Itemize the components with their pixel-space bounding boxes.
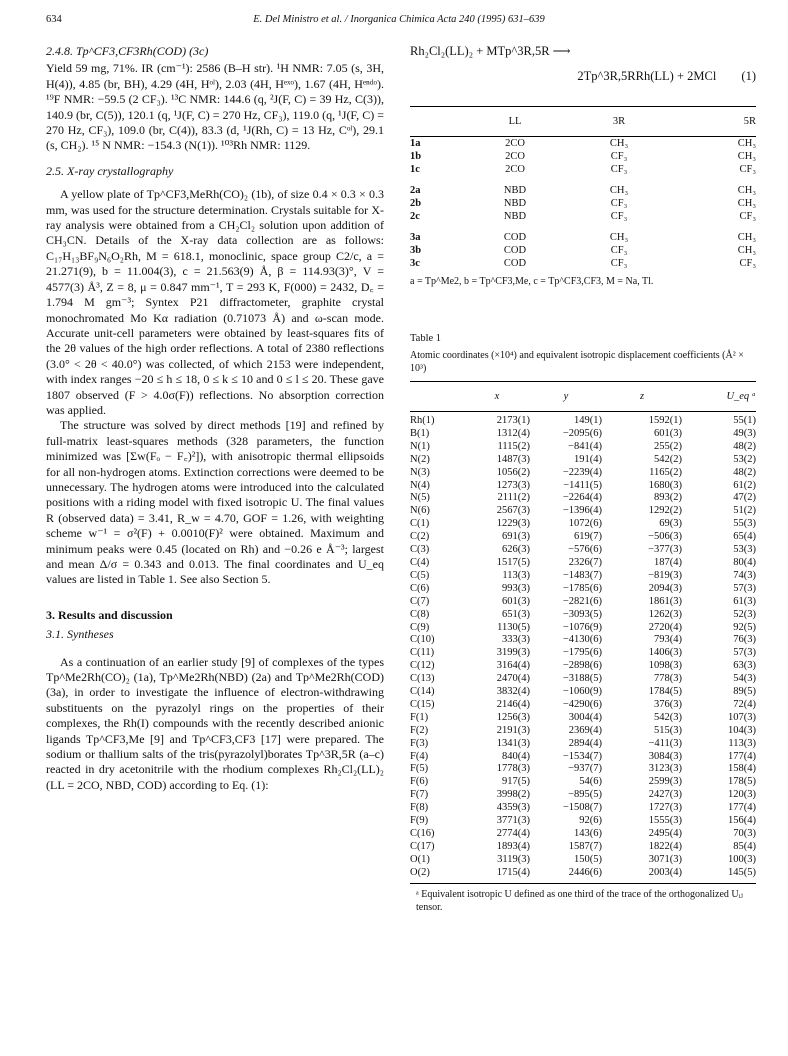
compound-table xyxy=(410,106,756,270)
table-cell: 1861(3) xyxy=(648,595,682,607)
table-cell: 49(3) xyxy=(733,427,756,439)
table-cell: 893(2) xyxy=(654,492,682,504)
table-cell: 515(3) xyxy=(654,724,682,736)
table-cell: 100(3) xyxy=(728,853,756,865)
table-cell: −3093(5) xyxy=(562,608,602,620)
table-cell: 2c xyxy=(410,211,420,222)
table-cell: 2CO xyxy=(505,164,525,175)
table-row xyxy=(410,867,756,883)
table-cell: −1076(9) xyxy=(562,621,602,633)
equation-rhs-line xyxy=(410,69,756,84)
table-cell: −506(3) xyxy=(648,531,682,543)
table-cell: 61(3) xyxy=(733,595,756,607)
table-cell: CH₃ xyxy=(737,232,756,243)
table-cell: 3199(3) xyxy=(496,647,530,659)
table-cell: N(3) xyxy=(410,466,430,478)
table-cell: F(7) xyxy=(410,789,429,801)
table-cell: 2173(1) xyxy=(496,415,530,426)
table-cell: 53(3) xyxy=(733,544,756,556)
table-cell: −1785(6) xyxy=(562,582,602,594)
table-cell: −1534(7) xyxy=(562,750,602,762)
table-cell: CH₃ xyxy=(609,185,629,196)
table-cell: 255(2) xyxy=(654,440,682,452)
table-cell: 2495(4) xyxy=(648,828,682,839)
table-row xyxy=(410,609,756,622)
table-cell: 3832(4) xyxy=(496,686,530,698)
table-cell: 1893(4) xyxy=(496,840,530,852)
table-cell: N(4) xyxy=(410,479,430,491)
table-cell: C(12) xyxy=(410,660,435,672)
table-cell: 3b xyxy=(410,245,422,256)
table-cell: 1587(7) xyxy=(568,840,602,852)
compound-table-body xyxy=(410,137,756,271)
table-cell: 1292(2) xyxy=(648,505,682,517)
table-cell: 3119(3) xyxy=(497,853,530,865)
table-row xyxy=(410,163,756,176)
table-cell: C(11) xyxy=(410,647,435,659)
table-cell: C(7) xyxy=(410,595,430,607)
table-cell: 3084(3) xyxy=(648,750,682,762)
table-row xyxy=(410,738,756,751)
table-row xyxy=(410,570,756,583)
table-cell: 2774(4) xyxy=(496,828,530,839)
table-cell: C(3) xyxy=(410,544,430,556)
table-cell: N(1) xyxy=(410,440,430,452)
table-cell: 1312(4) xyxy=(496,427,530,439)
table-cell: 601(3) xyxy=(654,427,682,439)
table-cell: 542(2) xyxy=(654,453,682,465)
table-row xyxy=(410,531,756,544)
table-cell: 1130(5) xyxy=(497,621,530,633)
table-row xyxy=(410,544,756,557)
table-cell: 2b xyxy=(410,198,422,209)
table-row xyxy=(410,763,756,776)
table-cell: COD xyxy=(503,245,527,256)
table-cell: 2146(4) xyxy=(496,698,530,710)
table-row xyxy=(410,223,756,244)
table-cell: C(13) xyxy=(410,673,435,685)
table-row xyxy=(410,802,756,815)
table-cell: −377(3) xyxy=(648,544,682,556)
table-cell: CF₃ xyxy=(610,245,628,256)
table-cell: 1262(3) xyxy=(648,608,682,620)
table-cell: 3771(3) xyxy=(496,815,530,827)
section-3-1-title: 3.1. Syntheses xyxy=(46,627,114,642)
table-cell: 840(4) xyxy=(502,750,530,762)
table-cell: 72(4) xyxy=(733,698,756,710)
table-cell: 2094(3) xyxy=(648,582,682,594)
table-cell: 2111(2) xyxy=(497,492,530,504)
table-cell: 619(7) xyxy=(574,531,602,543)
section-2-5-title: 2.5. X-ray crystallography xyxy=(46,163,174,178)
table-cell: 1778(3) xyxy=(496,763,530,775)
table-row xyxy=(410,634,756,647)
table-row xyxy=(410,776,756,789)
table-cell: 1592(1) xyxy=(648,415,682,426)
table-cell: O(2) xyxy=(410,866,430,878)
table-cell: −4290(6) xyxy=(562,698,602,710)
table-cell: C(14) xyxy=(410,686,435,698)
table-row xyxy=(410,712,756,725)
table-cell: 2427(3) xyxy=(648,789,682,801)
table-cell: 2470(4) xyxy=(496,673,530,685)
table-cell: CF₃ xyxy=(739,211,756,222)
table-cell: −1396(4) xyxy=(562,505,602,517)
table-cell: 149(1) xyxy=(574,415,602,426)
table-cell: 177(4) xyxy=(728,750,756,762)
table-cell: 3164(4) xyxy=(496,660,530,672)
table-cell: 2326(7) xyxy=(568,556,602,568)
table-cell: 2720(4) xyxy=(648,621,682,633)
table-cell: 793(4) xyxy=(654,634,682,646)
table-cell: 1487(3) xyxy=(496,453,530,465)
table-cell: 113(3) xyxy=(502,569,530,581)
table1-header-x: x xyxy=(494,391,500,402)
equation-1 xyxy=(410,44,756,84)
section-3-title: 3. Results and discussion xyxy=(46,607,173,622)
table1-header-ueq: U_eq ᵃ xyxy=(726,391,756,402)
table-cell: NBD xyxy=(503,211,527,222)
table-cell: CF₃ xyxy=(739,258,756,269)
table-cell: F(8) xyxy=(410,802,429,814)
table1-header-atom xyxy=(410,382,464,412)
table1-header xyxy=(410,382,756,412)
table-cell: 2894(4) xyxy=(568,737,602,749)
table-cell: 376(3) xyxy=(654,698,682,710)
table-cell: 333(3) xyxy=(502,634,530,646)
table-cell: 48(2) xyxy=(733,440,756,452)
table-cell: C(16) xyxy=(410,828,435,839)
table1-caption: Atomic coordinates (×10⁴) and equivalent isotropic displacement coefficients (Å² × 10³) xyxy=(410,350,744,374)
table-cell: C(10) xyxy=(410,634,435,646)
table-cell: C(1) xyxy=(410,518,430,530)
table-row xyxy=(410,751,756,764)
table-row xyxy=(410,454,756,467)
section-2-4-8-title: 2.4.8. Tp^CF3,CF3Rh(COD) (3c) xyxy=(46,44,209,58)
table-row xyxy=(410,137,756,151)
table-cell: COD xyxy=(503,232,527,243)
table-row xyxy=(410,480,756,493)
table-cell: F(9) xyxy=(410,815,429,827)
table-cell: 2CO xyxy=(505,138,525,149)
table-cell: 89(5) xyxy=(733,686,756,698)
table-cell: 63(3) xyxy=(733,660,756,672)
table-cell: −2898(6) xyxy=(562,660,602,672)
table-cell: 55(1) xyxy=(733,415,756,426)
table-cell: 2a xyxy=(410,185,421,196)
table1-header-y: y xyxy=(563,391,569,402)
table-row xyxy=(410,428,756,441)
table-cell: 4359(3) xyxy=(496,802,530,814)
table-cell: 156(4) xyxy=(728,815,756,827)
table-row xyxy=(410,647,756,660)
table-cell: F(2) xyxy=(410,724,429,736)
page-number: 634 xyxy=(46,14,62,25)
table-cell: 1256(3) xyxy=(496,711,530,723)
table-row xyxy=(410,176,756,197)
table-cell: 1098(3) xyxy=(648,660,682,672)
table-cell: 1229(3) xyxy=(496,518,530,530)
table-cell: 54(3) xyxy=(733,673,756,685)
table-row xyxy=(410,789,756,802)
table1 xyxy=(410,381,756,884)
table-row xyxy=(410,150,756,163)
table-cell: 177(4) xyxy=(728,802,756,814)
table-cell: C(15) xyxy=(410,698,435,710)
table-cell: 150(5) xyxy=(574,853,602,865)
table-cell: 1727(3) xyxy=(648,802,682,814)
compound-table-footnote: a = Tp^Me2, b = Tp^CF3,Me, c = Tp^CF3,CF3, M = Na, Tl. xyxy=(410,276,654,287)
table-cell: 1b xyxy=(410,151,422,162)
table-cell: 3004(4) xyxy=(568,711,602,723)
table-cell: CH₃ xyxy=(737,198,756,209)
table-cell: CF₃ xyxy=(610,164,628,175)
table-row xyxy=(410,518,756,531)
table-cell: 52(3) xyxy=(733,608,756,620)
table-cell: CH₃ xyxy=(737,185,756,196)
section-3-1-paragraph-1: As a continuation of an earlier study [9] of complexes of the types Tp^Me2Rh(CO)₂ (1a), Tp^Me2Rh(NBD) (2a) and Tp^Me2Rh(COD) (3a), in order to investigate the influence of electron-withdrawing substituents on the pyrazolyl rings on the properties of their complexes, the Rh(I) compounds with the recently described anionic ligands Tp^CF3,Me [9] and Tp^CF3,CF3 [17] were prepared. The sodium or thallium salts of the tris(pyrazolyl)borates Tp^3R,5R (a–c) reacted in dry acetonitrile with the rhodium complexes Rh₂Cl₂(LL)₂ (LL = 2CO, NBD, COD) according to Eq. (1): xyxy=(46,654,384,792)
table-cell: 191(4) xyxy=(574,453,602,465)
table-cell: 2369(4) xyxy=(568,724,602,736)
table-row xyxy=(410,505,756,518)
table-cell: C(4) xyxy=(410,556,430,568)
table-cell: 2191(3) xyxy=(496,724,530,736)
table-row xyxy=(410,441,756,454)
table-cell: −2264(4) xyxy=(562,492,602,504)
table-cell: 2446(6) xyxy=(568,866,602,878)
table-cell: 1165(2) xyxy=(649,466,682,478)
table-cell: O(1) xyxy=(410,853,430,865)
table-cell: 178(5) xyxy=(728,776,756,788)
table-cell: 3123(3) xyxy=(648,763,682,775)
table-cell: F(1) xyxy=(410,711,429,723)
section-2-5-paragraph-1: A yellow plate of Tp^CF3,MeRh(CO)₂ (1b), of size 0.4 × 0.3 × 0.3 mm, was used for the structure determination. Crystals suitable for X-ray analysis were obtained from a CH₂Cl₂ solution upon addition of CH₃CN. Details of the X-ray data collection are as follows: C₁₇H₁₃BF₉N₆O₂Rh, M = 618.1, monoclinic, space group C2/c, a = 21.271(9), b = 11.004(3), c = 21.563(9) Å, β = 114.93(3)°, V = 4577(3) Å³, Z = 8, μ = 0.847 mm⁻¹, T = 293 K, F(000) = 2432, D꜀ = 1.794 M gm⁻³; Syntex P21 diffractometer, graphite crystal monochromated Mo Kα radiation (0.71073 Å) and ω-scan mode. Accurate unit-cell parameters were obtained by least-squares fits of the 2θ values of the high order reflections. A total of 2380 reflections (3.0° < 2θ < 40.0°) was collected, of which 2153 were independent, with index ranges −20 ≤ h ≤ 18, 0 ≤ k ≤ 10 and 0 ≤ l ≤ 20. These gave 1807 observed (F > 4.0σ(F)) reflections. No absorption correction was applied. xyxy=(46,187,384,417)
table-cell: 69(3) xyxy=(659,518,682,530)
table-cell: C(2) xyxy=(410,531,430,543)
table-cell: 143(6) xyxy=(574,828,602,839)
page-header xyxy=(46,14,752,32)
table-cell: CF₃ xyxy=(610,198,628,209)
equation-lhs: Rh₂Cl₂(LL)₂ + MTp^3R,5R ⟶ xyxy=(410,44,571,58)
table-cell: 55(3) xyxy=(733,518,756,530)
table-row xyxy=(410,815,756,828)
running-head: E. Del Ministro et al. / Inorganica Chimica Acta 240 (1995) 631–639 xyxy=(253,14,545,25)
table-cell: 2CO xyxy=(505,151,525,162)
table-row xyxy=(410,660,756,673)
table-cell: CH₃ xyxy=(609,138,629,149)
table-row xyxy=(410,854,756,867)
table-cell: CH₃ xyxy=(737,151,756,162)
table-cell: 92(6) xyxy=(579,815,602,827)
table-cell: −576(6) xyxy=(568,544,602,556)
table-cell: 187(4) xyxy=(654,556,682,568)
table-cell: 158(4) xyxy=(728,763,756,775)
table-row xyxy=(410,257,756,270)
table-row xyxy=(410,673,756,686)
table-cell: 1680(3) xyxy=(648,479,682,491)
table-cell: 76(3) xyxy=(733,634,756,646)
table-row xyxy=(410,467,756,480)
table-cell: B(1) xyxy=(410,427,430,439)
table-cell: −2821(6) xyxy=(562,595,602,607)
table1-header-z: z xyxy=(639,391,645,402)
table-cell: 51(2) xyxy=(733,505,756,517)
table-cell: 1822(4) xyxy=(648,840,682,852)
table-cell: −1060(9) xyxy=(562,686,602,698)
table-cell: 48(2) xyxy=(733,466,756,478)
table-cell: −1483(7) xyxy=(562,569,602,581)
table-cell: 3c xyxy=(410,258,420,269)
table-cell: 601(3) xyxy=(502,595,530,607)
table-cell: 92(5) xyxy=(733,621,756,633)
table-cell: 104(3) xyxy=(728,724,756,736)
table-cell: 80(4) xyxy=(733,556,756,568)
table-cell: CH₃ xyxy=(609,232,629,243)
table-cell: 2567(3) xyxy=(496,505,530,517)
table1-footnote: ᵃ Equivalent isotropic U defined as one third of the trace of the orthogonalized Uᵢⱼ tensor. xyxy=(416,888,743,913)
table-row xyxy=(410,557,756,570)
table-row xyxy=(410,828,756,841)
table-row xyxy=(410,699,756,712)
table-cell: 2599(3) xyxy=(648,776,682,788)
table-cell: 113(3) xyxy=(728,737,756,749)
table-cell: −819(3) xyxy=(648,569,682,581)
table-cell: −2095(6) xyxy=(562,427,602,439)
table-cell: CH₃ xyxy=(737,138,756,149)
table-cell: 54(6) xyxy=(579,776,602,788)
table-cell: CF₃ xyxy=(610,258,628,269)
table-cell: 1341(3) xyxy=(496,737,530,749)
table-cell: F(3) xyxy=(410,737,429,749)
table-row xyxy=(410,197,756,210)
table-cell: 65(4) xyxy=(733,531,756,543)
table-cell: CF₃ xyxy=(610,151,628,162)
table-cell: 3071(3) xyxy=(648,853,682,865)
table-cell: 1555(3) xyxy=(648,815,682,827)
left-column xyxy=(46,44,384,793)
table-cell: 70(3) xyxy=(733,828,756,839)
table-cell: −411(3) xyxy=(648,737,682,749)
table-cell: N(5) xyxy=(410,492,430,504)
equation-rhs: 2Tp^3R,5RRh(LL) + 2MCl xyxy=(577,69,717,83)
table-cell: 626(3) xyxy=(502,544,530,556)
table-row xyxy=(410,686,756,699)
table-cell: Rh(1) xyxy=(410,415,435,426)
table-cell: CF₃ xyxy=(739,164,756,175)
table-cell: 542(3) xyxy=(654,711,682,723)
section-2-4-8-body: Yield 59 mg, 71%. IR (cm⁻¹): 2586 (B–H str). ¹H NMR: 7.05 (s, 3H, H(4)), 4.85 (br, BH), 4.29 (4H, Hᵒˡ), 2.03 (4H, Hᵉˣᵒ), 1.67 (4H, Hᵉⁿᵈᵒ). ¹⁹F NMR: −59.5 (2 CF₃). ¹³C NMR: 144.6 (q, ²J(F, C) = 39 Hz, C(3)), 140.9 (br, C(5)), 120.1 (q, ¹J(F, C) = 270 Hz, CF₃), 119.0 (q, ¹J(F, C) = 270 Hz, CF₃), 109.0 (br, C(4)), 83.3 (d, ¹J(Rh, C) = 13 Hz, Cᵒˡ), 29.1 (s, CH₂). ¹⁵ N NMR: −154.3 (N(1)). ¹⁰³Rh NMR: 1129. xyxy=(46,61,384,153)
table-cell: 53(2) xyxy=(733,453,756,465)
table-cell: 47(2) xyxy=(733,492,756,504)
table-row xyxy=(410,583,756,596)
table-row xyxy=(410,210,756,223)
table-cell: 61(2) xyxy=(733,479,756,491)
table-cell: 1c xyxy=(410,164,420,175)
table-cell: F(4) xyxy=(410,750,429,762)
table-cell: 120(3) xyxy=(728,789,756,801)
table1-title: Table 1 xyxy=(410,333,442,344)
table-cell: 1517(5) xyxy=(496,556,530,568)
compound-table-header-5r: 5R xyxy=(743,116,756,127)
table-cell: F(5) xyxy=(410,763,429,775)
table-cell: 993(3) xyxy=(502,582,530,594)
compound-table-header xyxy=(410,107,756,137)
table-cell: 1273(3) xyxy=(496,479,530,491)
table-cell: −1411(5) xyxy=(563,479,602,491)
table-cell: F(6) xyxy=(410,776,429,788)
table-cell: 107(3) xyxy=(728,711,756,723)
compound-table-header-id xyxy=(410,107,466,137)
table-cell: 74(3) xyxy=(733,569,756,581)
table-cell: NBD xyxy=(503,185,527,196)
table1-body xyxy=(410,412,756,884)
table-cell: COD xyxy=(503,258,527,269)
table-cell: 651(3) xyxy=(502,608,530,620)
table-cell: 778(3) xyxy=(654,673,682,685)
table-cell: −2239(4) xyxy=(562,466,602,478)
table-cell: C(17) xyxy=(410,840,435,852)
compound-table-header-ll: LL xyxy=(508,116,522,127)
table-cell: C(5) xyxy=(410,569,430,581)
table-cell: 57(3) xyxy=(733,647,756,659)
table-cell: −937(7) xyxy=(568,763,602,775)
table-cell: 1072(6) xyxy=(568,518,602,530)
table-cell: 3a xyxy=(410,232,421,243)
table-cell: NBD xyxy=(503,198,527,209)
table-cell: 3998(2) xyxy=(496,789,530,801)
table-row xyxy=(410,596,756,609)
table-row xyxy=(410,841,756,854)
table-cell: 1715(4) xyxy=(496,866,530,878)
table-cell: N(6) xyxy=(410,505,430,517)
table-cell: C(9) xyxy=(410,621,430,633)
table-cell: CF₃ xyxy=(610,211,628,222)
table-cell: 917(5) xyxy=(502,776,530,788)
table-cell: N(2) xyxy=(410,453,430,465)
table-row xyxy=(410,492,756,505)
table-row xyxy=(410,412,756,428)
table-cell: −4130(6) xyxy=(562,634,602,646)
table-cell: −1508(7) xyxy=(562,802,602,814)
right-column xyxy=(410,44,756,914)
table-row xyxy=(410,244,756,257)
equation-number: (1) xyxy=(741,69,756,83)
table-cell: 1056(2) xyxy=(496,466,530,478)
table-cell: −895(5) xyxy=(568,789,602,801)
table-cell: 2003(4) xyxy=(648,866,682,878)
table-cell: −1795(6) xyxy=(562,647,602,659)
section-2-5-paragraph-2: The structure was solved by direct methods [19] and refined by full-matrix least-squares methods (328 parameters, the function minimized was [Σw(Fₒ − F꜀)²]), with anisotropic thermal ellipsoids for all non-hydrogen atoms. Extinction corrections were deemed to be unnecessary. The hydrogen atoms were introduced into the calculated positions with a riding model with fixed isotropic U. The final values R (observed data) = 3.41, R_w = 4.70, GOF = 1.26, with weighting scheme w⁻¹ = σ²(F) + 0.0010(F)² were obtained. Maximum and minimum peaks were 0.45 (located on Rh) and −0.26 e Å⁻³; largest and mean Δ/σ = 0.343 and 0.013. The final coordinates and U_eq values are listed in Table 1. See also Section 5. xyxy=(46,418,384,587)
table-cell: 1a xyxy=(410,138,421,149)
table-row xyxy=(410,622,756,635)
compound-table-header-3r: 3R xyxy=(612,116,626,127)
table-cell: −3188(5) xyxy=(562,673,602,685)
table-cell: 57(3) xyxy=(733,582,756,594)
table-cell: C(8) xyxy=(410,608,430,620)
table-cell: C(6) xyxy=(410,582,430,594)
table-cell: 691(3) xyxy=(502,531,530,543)
table-cell: −841(4) xyxy=(568,440,602,452)
table-cell: 85(4) xyxy=(733,840,756,852)
table-cell: CH₃ xyxy=(737,245,756,256)
table-row xyxy=(410,725,756,738)
table-cell: 1115(2) xyxy=(497,440,530,452)
table-cell: 1784(5) xyxy=(648,686,682,698)
table-cell: 145(5) xyxy=(728,866,756,878)
table-cell: 1406(3) xyxy=(648,647,682,659)
